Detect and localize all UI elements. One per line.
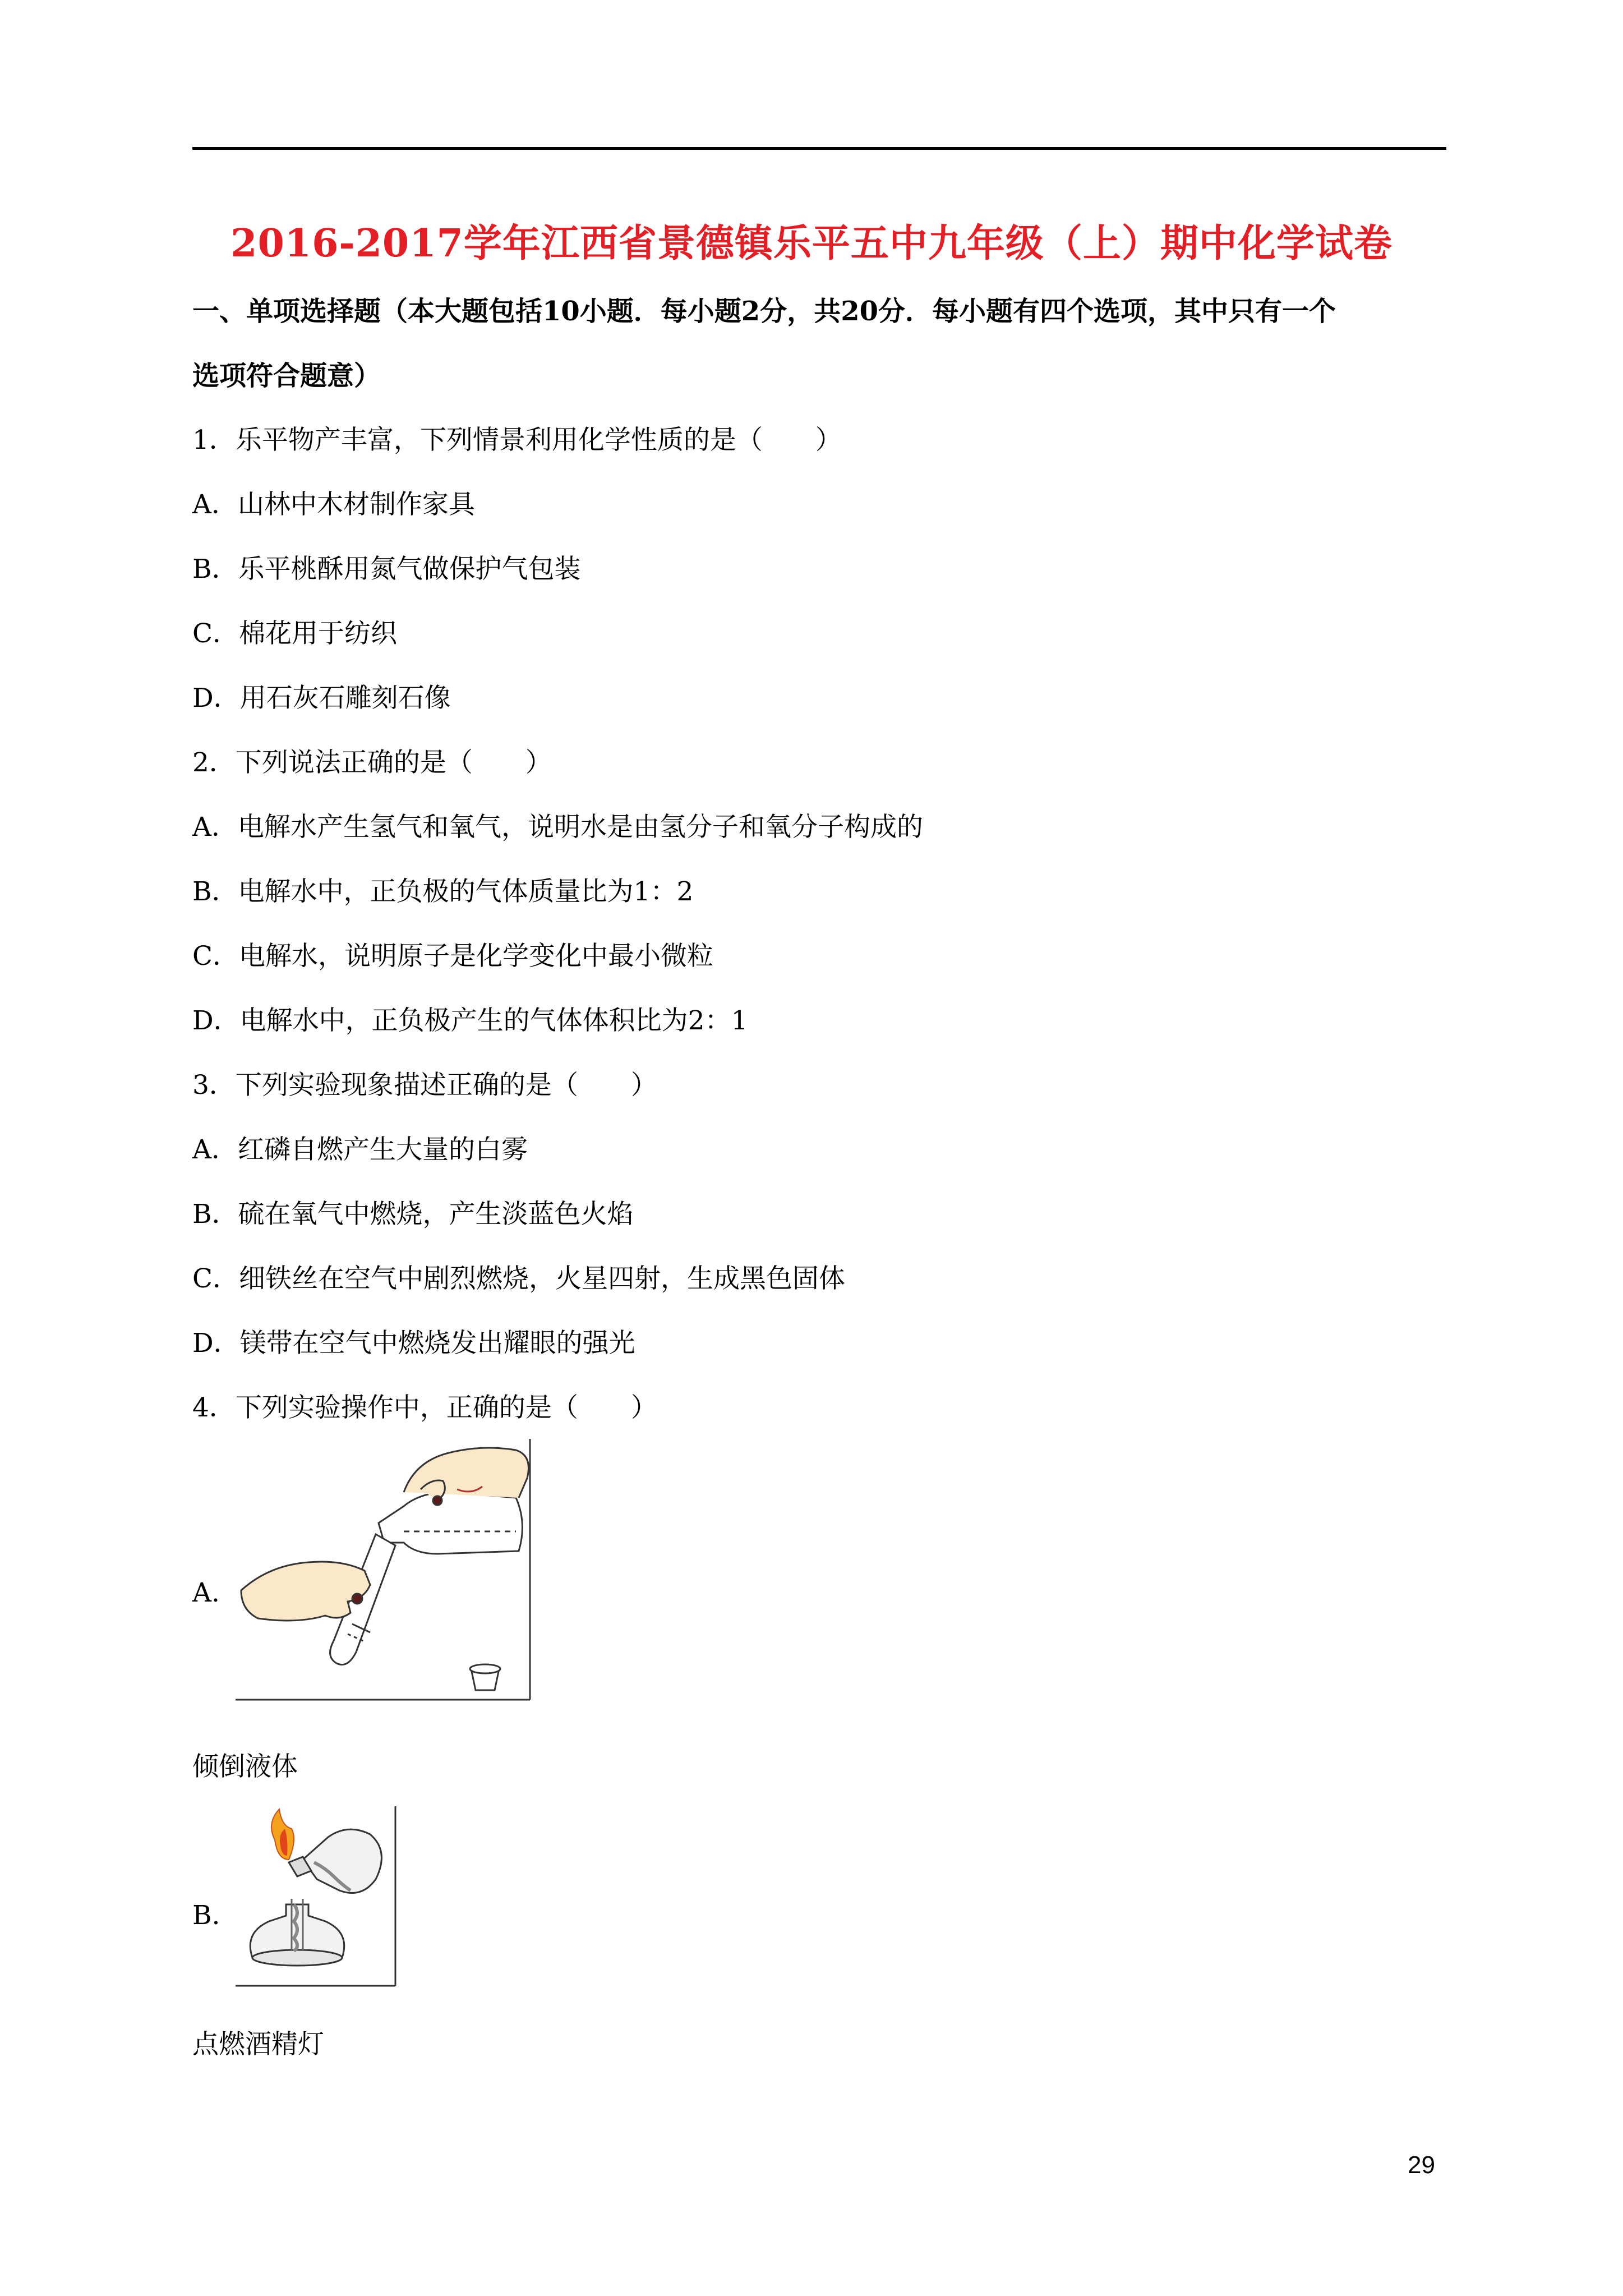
lighting-alcohol-lamp-illustration (236, 1806, 398, 1989)
question-3-option-a: A．红磷自燃产生大量的白雾 (192, 1134, 528, 1165)
page-number: 29 (1408, 2151, 1435, 2179)
question-4-option-a-letter: A. (192, 1577, 220, 1608)
question-1-stem: 1．乐平物产丰富，下列情景利用化学性质的是（ ） (192, 425, 842, 455)
question-4-option-b-caption: 点燃酒精灯 (192, 2029, 324, 2060)
pouring-liquid-illustration (236, 1439, 533, 1703)
question-3-option-d: D．镁带在空气中燃烧发出耀眼的强光 (192, 1328, 635, 1359)
question-2-option-c: C．电解水，说明原子是化学变化中最小微粒 (192, 941, 713, 972)
question-3-option-b: B．硫在氧气中燃烧，产生淡蓝色火焰 (192, 1199, 634, 1230)
question-2-stem: 2．下列说法正确的是（ ） (192, 747, 552, 778)
question-3-option-c: C．细铁丝在空气中剧烈燃烧，火星四射，生成黑色固体 (192, 1263, 845, 1294)
question-3-stem: 3．下列实验现象描述正确的是（ ） (192, 1070, 657, 1101)
header-rule (192, 147, 1446, 150)
section-heading-line1: 一、单项选择题（本大题包括10小题．每小题2分，共20分．每小题有四个选项，其中只有一个 (192, 296, 1336, 327)
question-1-option-d: D．用石灰石雕刻石像 (192, 683, 451, 714)
question-4-stem: 4．下列实验操作中，正确的是（ ） (192, 1392, 657, 1423)
question-1-option-a: A．山林中木材制作家具 (192, 489, 475, 520)
question-4-option-a-caption: 倾倒液体 (192, 1751, 298, 1782)
question-2-option-d: D．电解水中，正负极产生的气体体积比为2：1 (192, 1005, 748, 1036)
page-title: 2016-2017学年江西省景德镇乐平五中九年级（上）期中化学试卷 (230, 221, 1393, 266)
question-2-option-b: B．电解水中，正负极的气体质量比为1：2 (192, 876, 694, 907)
section-heading-line2: 选项符合题意） (192, 360, 381, 392)
question-2-option-a: A．电解水产生氢气和氧气，说明水是由氢分子和氧分子构成的 (192, 812, 923, 843)
question-1-option-b: B．乐平桃酥用氮气做保护气包装 (192, 554, 581, 585)
question-4-option-b-letter: B. (192, 1900, 220, 1931)
question-1-option-c: C．棉花用于纺织 (192, 618, 397, 649)
